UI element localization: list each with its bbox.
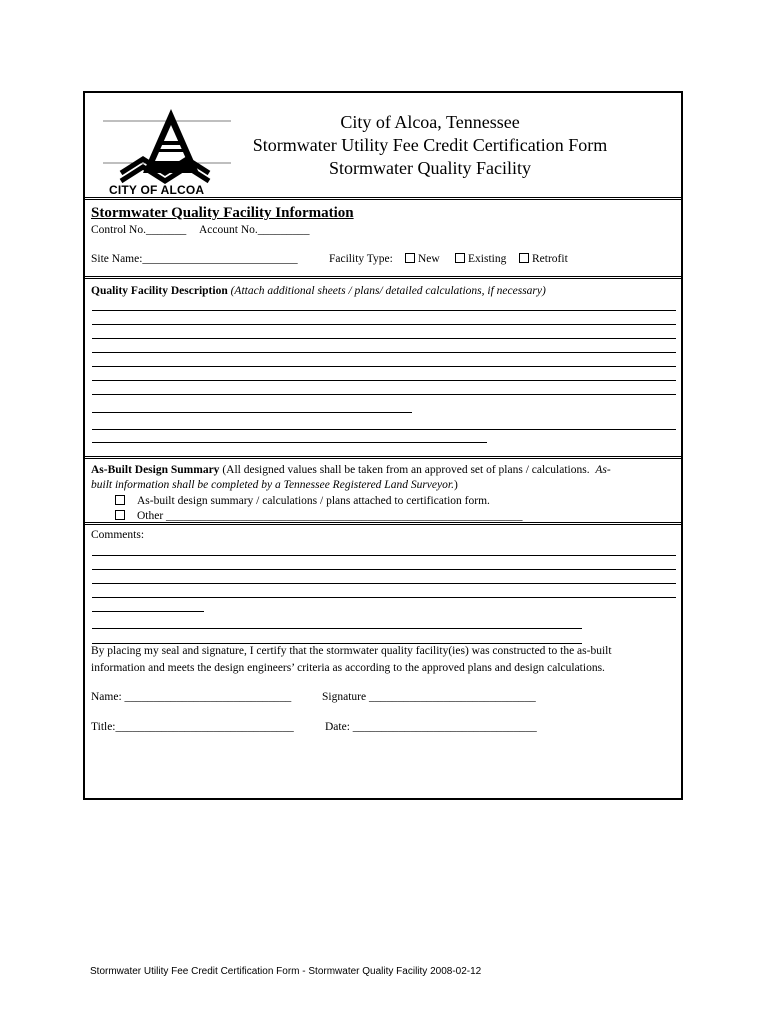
facility-type-new[interactable]: New xyxy=(405,252,440,266)
logo-text: CITY OF ALCOA xyxy=(109,183,205,197)
page-footer: Stormwater Utility Fee Credit Certification Form - Stormwater Quality Facility 2008-02-12 xyxy=(90,966,482,977)
description-line[interactable] xyxy=(92,338,676,339)
title-field[interactable]: Title:_______________________________ xyxy=(91,721,294,733)
certification-form xyxy=(83,91,683,800)
description-line[interactable] xyxy=(92,352,676,353)
asbuilt-option-attached[interactable]: As-built design summary / calculations / plans attached to certification form. xyxy=(115,494,490,508)
asbuilt-text-line2: built information shall be completed by a Tennessee Registered Land Surveyor.) xyxy=(91,479,458,491)
city-of-alcoa-logo xyxy=(103,103,231,195)
checkbox-other[interactable] xyxy=(115,510,125,520)
description-line[interactable] xyxy=(92,310,676,311)
description-line[interactable] xyxy=(92,366,676,367)
site-name-field[interactable]: Site Name:___________________________ xyxy=(91,253,298,265)
certify-text-line1: By placing my seal and signature, I certify that the stormwater quality facility(ies) was constructed to the as-built xyxy=(91,645,612,657)
comments-line[interactable] xyxy=(92,555,676,556)
control-no-field[interactable]: Control No._______ xyxy=(91,224,187,236)
divider xyxy=(85,456,681,459)
comments-line[interactable] xyxy=(92,611,204,612)
checkbox-retrofit[interactable] xyxy=(519,253,529,263)
divider xyxy=(85,522,681,525)
comments-line[interactable] xyxy=(92,569,676,570)
checkbox-existing[interactable] xyxy=(455,253,465,263)
description-line[interactable] xyxy=(92,394,676,395)
description-line[interactable] xyxy=(92,412,412,413)
info-heading: Stormwater Quality Facility Information xyxy=(91,205,354,221)
description-line[interactable] xyxy=(92,380,676,381)
title-facility: Stormwater Quality Facility xyxy=(329,158,531,178)
comments-label: Comments: xyxy=(91,529,145,541)
signature-field[interactable]: Signature _____________________________ xyxy=(322,691,536,703)
account-no-field[interactable]: Account No._________ xyxy=(199,224,310,236)
comments-line[interactable] xyxy=(92,583,676,584)
description-line[interactable] xyxy=(92,429,676,430)
facility-type-retrofit[interactable]: Retrofit xyxy=(519,252,568,266)
asbuilt-text-line1: As-Built Design Summary (All designed values shall be taken from an approved set of plans / calculations. As- xyxy=(91,464,611,476)
title-city: City of Alcoa, Tennessee xyxy=(340,112,520,132)
description-line[interactable] xyxy=(92,324,676,325)
name-field[interactable]: Name: _____________________________ xyxy=(91,691,292,703)
comments-line[interactable] xyxy=(92,628,582,629)
checkbox-new[interactable] xyxy=(405,253,415,263)
facility-type-existing[interactable]: Existing xyxy=(455,252,506,266)
comments-line[interactable] xyxy=(92,597,676,598)
certify-text-line2: information and meets the design engineers’ criteria as according to the approved plans and design calculations. xyxy=(91,662,605,674)
title-form: Stormwater Utility Fee Credit Certification Form xyxy=(252,135,608,155)
description-label: Quality Facility Description (Attach additional sheets / plans/ detailed calculations, if necessary) xyxy=(91,285,546,297)
date-field[interactable]: Date: ________________________________ xyxy=(325,721,537,733)
checkbox-attached[interactable] xyxy=(115,495,125,505)
description-line[interactable] xyxy=(92,442,487,443)
divider xyxy=(85,276,681,279)
asbuilt-option-other[interactable]: Other ______________________________________________________________ xyxy=(115,509,523,523)
divider xyxy=(85,197,681,200)
facility-type-label: Facility Type: xyxy=(329,253,393,265)
